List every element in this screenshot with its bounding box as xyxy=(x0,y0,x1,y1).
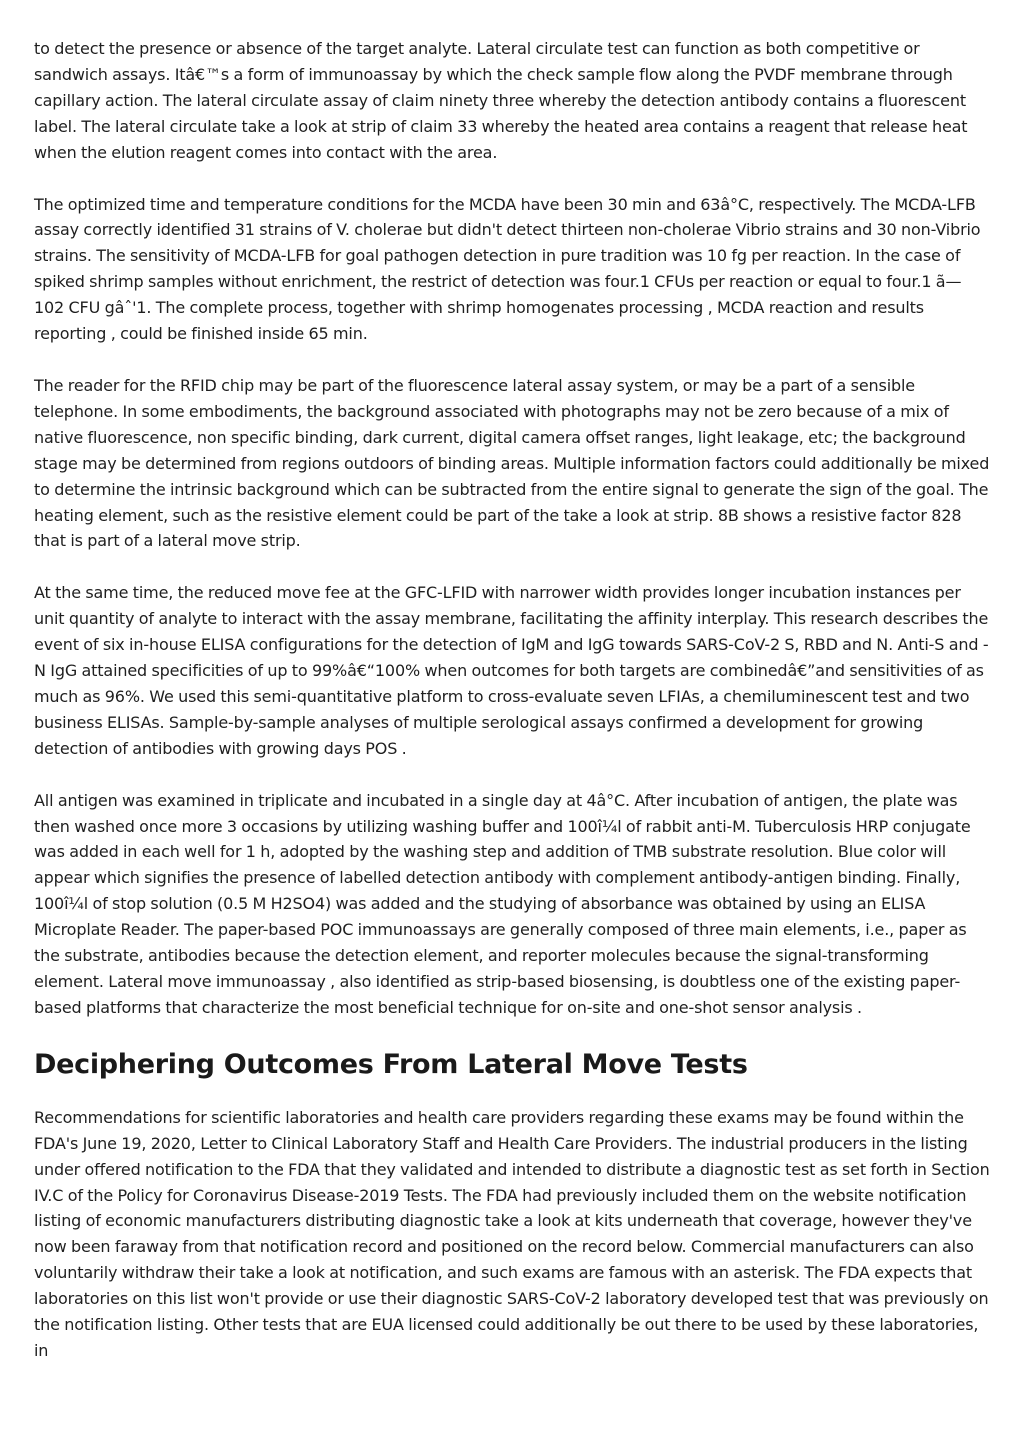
paragraph-antigen-triplicate: All antigen was examined in triplicate and incubated in a single day at 4â°C. After incubation of antigen, the plate was then washed once more 3 occasions by utilizing washing buffer and 100î¼l of rabbit anti-M. Tuberculosis HRP conjugate was added in each well for 1 h, adopted by the washing step and addition of TMB substrate resolution. Blue color will appear which signifies the presence of labelled detection antibody with complement antibody-antigen binding. Finally, 100î¼l of stop solution (0.5 M H2SO4) was added and the studying of absorbance was obtained by using an ELISA Microplate Reader. The paper-based POC immunoassays are generally composed of three main elements, i.e., paper as the substrate, antibodies because the detection element, and reporter molecules because the signal-transforming element. Lateral move immunoassay , also identified as strip-based biosensing, is doubtless one of the existing paper-based platforms that characterize the most beneficial technique for on-site and one-shot sensor analysis . xyxy=(34,790,971,1017)
section-heading: Deciphering Outcomes From Lateral Move Tests xyxy=(34,1048,748,1080)
paragraph-rfid-reader: The reader for the RFID chip may be part of the fluorescence lateral assay system, or may be a part of a sensible telephone. In some embodiments, the background associated with photographs may not be zero because of a mix of native fluorescence, non specific binding, dark current, digital camera offset ranges, light leakage, etc; the background stage may be determined from regions outdoors of binding areas. Multiple information factors could additionally be mixed to determine the intrinsic background which can be subtracted from the entire signal to generate the sign of the goal. The heating element, such as the resistive element could be part of the take a look at strip. 8B shows a resistive factor 828 that is part of a lateral move strip. xyxy=(34,375,990,551)
paragraph-analyte-detection: to detect the presence or absence of the target analyte. Lateral circulate test can function as both competitive or sandwich assays. Itâ€™s a form of immunoassay by which the check sample flow along the PVDF membrane through capillary action. The lateral circulate assay of claim ninety three whereby the detection antibody contains a fluorescent label. The lateral circulate take a look at strip of claim 33 whereby the heated area contains a reagent that release heat when the elution reagent comes into contact with the area. xyxy=(34,39,968,162)
paragraph-gfc-lfid: At the same time, the reduced move fee at the GFC-LFID with narrower width provides longer incubation instances per unit quantity of analyte to interact with the assay membrane, facilitating the affinity interplay. This research describes the event of six in-house ELISA configurations for the detection of IgM and IgG towards SARS-CoV-2 S, RBD and N. Anti-S and -N IgG attained specificities of up to 99%â€“100% when outcomes for both targets are combinedâ€”and sensitivities of as much as 96%. We used this semi-quantitative platform to cross-evaluate seven LFIAs, a chemiluminescent test and two business ELISAs. Sample-by-sample analyses of multiple serological assays confirmed a development for growing detection of antibodies with growing days POS . xyxy=(34,583,989,758)
paragraph-mcda-conditions: The optimized time and temperature conditions for the MCDA have been 30 min and 63â°C, respectively. The MCDA-LFB assay correctly identified 31 strains of V. cholerae but didn't detect thirteen non-cholerae Vibrio strains and 30 non-Vibrio strains. The sensitivity of MCDA-LFB for goal pathogen detection in pure tradition was 10 fg per reaction. In the case of spiked shrimp samples without enrichment, the restrict of detection was four.1 CFUs per reaction or equal to four.1 ã— 102 CFU gâˆ'1. The complete process, together with shrimp homogenates processing , MCDA reaction and results reporting , could be finished inside 65 min. xyxy=(34,194,981,344)
paragraph-fda-recommendations: Recommendations for scientific laboratories and health care providers regarding these exams may be found within the FDA's June 19, 2020, Letter to Clinical Laboratory Staff and Health Care Providers. The industrial producers in the listing under offered notification to the FDA that they validated and intended to distribute a diagnostic test as set forth in Section IV.C of the Policy for Coronavirus Disease-2019 Tests. The FDA had previously included them on the website notification listing of economic manufacturers distributing diagnostic take a look at kits underneath that coverage, however they've now been faraway from that notification record and positioned on the record below. Commercial manufacturers can also voluntarily withdraw their take a look at notification, and such exams are famous with an asterisk. The FDA expects that laboratories on this list won't provide or use their diagnostic SARS-CoV-2 laboratory developed test that was previously on the notification listing. Other tests that are EUA licensed could additionally be out there to be used by these laboratories, in xyxy=(34,1107,990,1360)
